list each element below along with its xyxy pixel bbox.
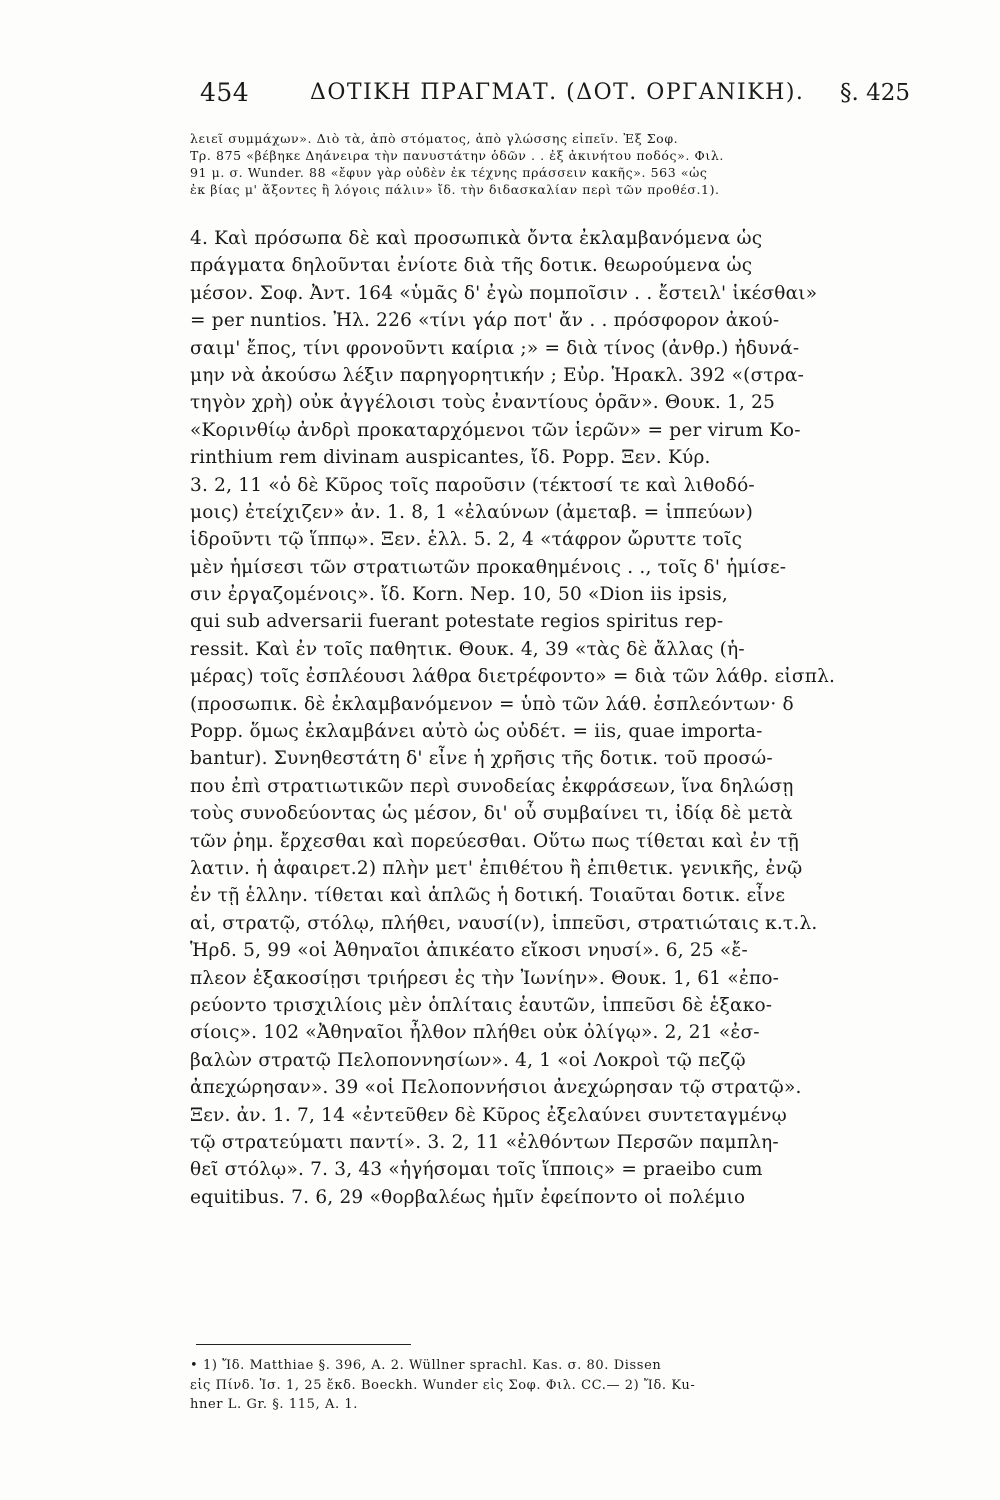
text-line: 3. 2, 11 «ὁ δὲ Κῦρος τοῖς παροῦσιν (τέκτοσί τε καὶ λιθοδό- (190, 474, 755, 496)
text-line: πλεον ἑξακοσίῃσι τριήρεσι ἐς τὴν Ἰωνίην». Θουκ. 1, 61 «ἐπο- (190, 967, 780, 989)
text-line: equitibus. 7. 6, 29 «θορβαλέως ἡμῖν ἐφείποντο οἱ πολέμιο (190, 1186, 746, 1208)
text-line: bantur). Συνηθεστάτη δ' εἶνε ἡ χρῆσις τῆς δοτικ. τοῦ προσώ- (190, 748, 773, 770)
text-line: μὲν ἡμίσεσι τῶν στρατιωτῶν προκαθημένοις . ., τοῖς δ' ἡμίσε- (190, 556, 787, 578)
text-line: τοὺς συνοδεύοντας ὡς μέσον, δι' οὗ συμβαίνει τι, ἰδίᾳ δὲ μετὰ (190, 803, 793, 825)
text-line: Ξεν. ἀν. 1. 7, 14 «ἐντεῦθεν δὲ Κῦρος ἐξελαύνει συντεταγμένῳ (190, 1104, 787, 1126)
text-line: μοις) ἐτείχιζεν» ἀν. 1. 8, 1 «ἐλαύνων (ἀμεταβ. = ἱππεύων) (190, 501, 754, 523)
text-line: Popp. ὅμως ἐκλαμβάνει αὐτὸ ὡς οὐδέτ. = iis, quae importa- (190, 721, 763, 743)
text-line: rinthium rem divinam auspicantes, ἴδ. Popp. Ξεν. Κύρ. (190, 447, 711, 469)
text-line: ressit. Καὶ ἐν τοῖς παθητικ. Θουκ. 4, 39 «τὰς δὲ ἄλλας (ἡ- (190, 638, 745, 660)
text-line: αἱ, στρατῷ, στόλῳ, πλήθει, ναυσί(ν), ἱππεῦσι, στρατιώταις κ.τ.λ. (190, 912, 818, 934)
section-number: §. 425 (839, 80, 910, 106)
running-title: ΔΟΤΙΚΗ ΠΡΑΓΜΑΤ. (ΔΟΤ. ΟΡΓΑΝΙΚΗ). (310, 80, 805, 105)
text-line: σίοις». 102 «Ἀθηναῖοι ἦλθον πλήθει οὐκ ὀλίγῳ». 2, 21 «ἐσ- (190, 1022, 760, 1044)
running-head (200, 78, 910, 118)
text-line: σαιμ' ἔπος, τίνι φρονοῦντι καίρια ;» = διὰ τίνος (ἀνθρ.) ἠδυνά- (190, 337, 800, 359)
text-line: θεῖ στόλῳ». 7. 3, 43 «ἡγήσομαι τοῖς ἵπποις» = praeibo cum (190, 1159, 763, 1181)
text-line: που ἐπὶ στρατιωτικῶν περὶ συνοδείας ἐκφράσεων, ἵνα δηλώσῃ (190, 775, 794, 797)
main-text-block (190, 225, 910, 1211)
text-line: τῷ στρατεύματι παντί». 3. 2, 11 «ἐλθόντων Περσῶν παμπλη- (190, 1131, 779, 1153)
text-line: ἐν τῇ ἑλλην. τίθεται καὶ ἁπλῶς ἡ δοτική. Τοιαῦται δοτικ. εἶνε (190, 885, 786, 907)
footnote-line: εἰς Πίνδ. Ἰσ. 1, 25 ἔκδ. Boeckh. Wunder εἰς Σοφ. Φιλ. CC.— 2) Ἴδ. Ku- (190, 1377, 696, 1393)
note-line: Τρ. 875 «βέβηκε Δηάνειρα τὴν πανυστάτην ὁδῶν . . ἐξ ἀκινήτου ποδός». Φιλ. (190, 148, 724, 163)
text-line: ρεύοντο τρισχιλίοις μὲν ὁπλίταις ἑαυτῶν, ἱππεῦσι δὲ ἑξακο- (190, 994, 773, 1016)
text-line: λατιν. ἡ ἀφαιρετ.2) πλὴν μετ' ἐπιθέτου ἢ ἐπιθετικ. γενικῆς, ἐνῷ (190, 857, 803, 879)
text-line: σιν ἐργαζομένοις». ἴδ. Korn. Nep. 10, 50 «Dion iis ipsis, (190, 584, 728, 606)
text-line: «Κορινθίῳ ἀνδρὶ προκαταρχόμενοι τῶν ἱερῶν» = per virum Ko- (190, 419, 801, 441)
note-line: λειεῖ συμμάχων». Διὸ τὰ, ἀπὸ στόματος, ἀπὸ γλώσσης εἰπεῖν. Ἐξ Σοφ. (190, 131, 679, 146)
text-line: = per nuntios. Ἠλ. 226 «τίνι γάρ ποτ' ἄν . . πρόσφορον ἀκού- (190, 310, 780, 332)
footnote-divider (196, 1344, 411, 1345)
footnote-line: hner L. Gr. §. 115, A. 1. (190, 1397, 359, 1412)
continued-note-block (190, 130, 910, 198)
text-line: Ἡρδ. 5, 99 «οἱ Ἀθηναῖοι ἀπικέατο εἴκοσι νηυσί». 6, 25 «ἔ- (190, 940, 749, 962)
text-line: 4. Καὶ πρόσωπα δὲ καὶ προσωπικὰ ὄντα ἐκλαμβανόμενα ὡς (190, 228, 763, 249)
text-line: βαλὼν στρατῷ Πελοποννησίων». 4, 1 «οἱ Λοκροὶ τῷ πεζῷ (190, 1049, 746, 1071)
text-line: μέρας) τοῖς ἐσπλέουσι λάθρα διετρέφοντο» = διὰ τῶν λάθρ. εἰσπλ. (190, 666, 836, 688)
footnote-line: • 1) Ἴδ. Matthiae §. 396, A. 2. Wüllner sprachl. Kas. σ. 80. Dissen (190, 1358, 662, 1373)
text-line: ἱδροῦντι τῷ ἵππῳ». Ξεν. ἑλλ. 5. 2, 4 «τάφρον ὤρυττε τοῖς (190, 529, 743, 551)
text-line: ἀπεχώρησαν». 39 «οἱ Πελοποννήσιοι ἀνεχώρησαν τῷ στρατῷ». (190, 1077, 802, 1099)
note-line: ἐκ βίας μ' ἄξοντες ἢ λόγοις πάλιν» ἴδ. τὴν διδασκαλίαν περὶ τῶν προθέσ.1). (190, 182, 720, 197)
text-line: μην νὰ ἀκούσω λέξιν παρηγορητικήν ; Εὐρ. Ἡρακλ. 392 «(στρα- (190, 364, 805, 386)
text-line: τῶν ῥημ. ἔρχεσθαι καὶ πορεύεσθαι. Οὕτω πως τίθεται καὶ ἐν τῇ (190, 830, 799, 852)
text-line: μέσον. Σοφ. Ἀντ. 164 «ὑμᾶς δ' ἐγὼ πομποῖσιν . . ἔστειλ' ἱκέσθαι» (190, 282, 818, 304)
text-line: qui sub adversarii fuerant potestate regios spiritus rep- (190, 611, 724, 633)
text-line: τηγὸν χρὴ) οὐκ ἀγγέλοισι τοὺς ἐναντίους ὁρᾶν». Θουκ. 1, 25 (190, 392, 776, 414)
text-line: (προσωπικ. δὲ ἐκλαμβανόμενον = ὑπὸ τῶν λάθ. ἐσπλεόντων· δ (190, 693, 794, 715)
note-line: 91 μ. σ. Wunder. 88 «ἔφυν γὰρ οὐδὲν ἐκ τέχνης πράσσειν κακῆς». 563 «ὡς (190, 165, 708, 180)
text-line: πράγματα δηλοῦνται ἐνίοτε διὰ τῆς δοτικ. θεωρούμενα ὡς (190, 255, 753, 277)
page-number: 454 (200, 78, 250, 107)
footnotes-block (190, 1356, 910, 1415)
